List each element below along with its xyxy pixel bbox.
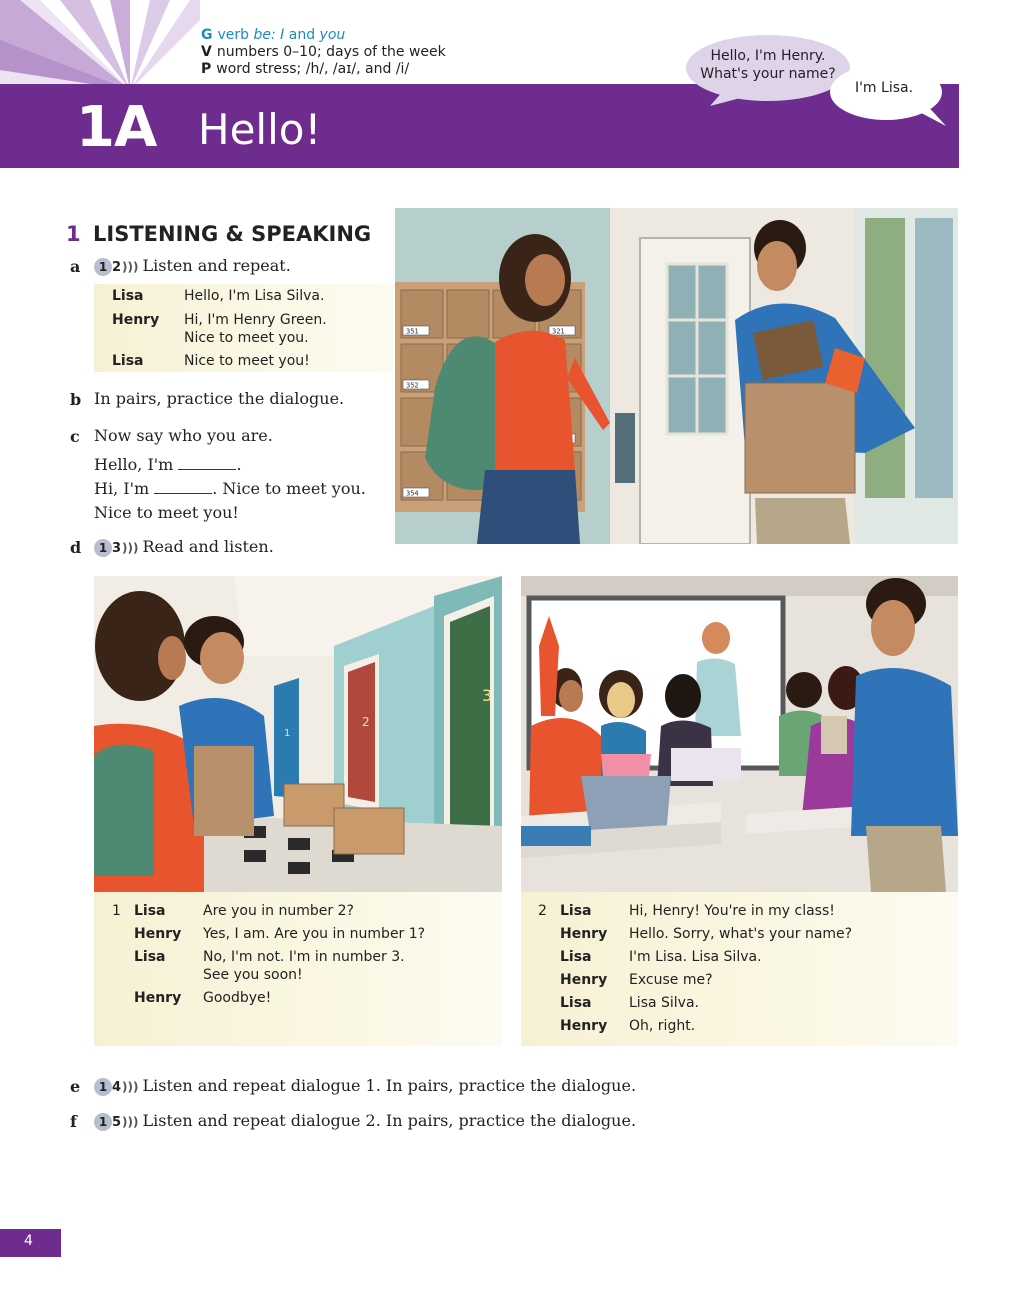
- dialogue-a-speaker: Henry: [112, 312, 160, 328]
- dialogue-a-line: Hi, I'm Henry Green.: [184, 312, 327, 328]
- exercise-e-text: Listen and repeat dialogue 1. In pairs, practice the dialogue.: [142, 1076, 637, 1095]
- objective-grammar-mid: and: [284, 27, 320, 43]
- speech-bubble-lisa-text: I'm Lisa.: [854, 80, 914, 96]
- dialogue-1-speaker: Lisa: [134, 903, 166, 919]
- audio-track-icon[interactable]: [94, 1113, 139, 1131]
- exercise-c-line2-post: . Nice to meet you.: [212, 479, 366, 498]
- exercise-c-text: Now say who you are.: [94, 426, 273, 445]
- dialogue-a-line: Hello, I'm Lisa Silva.: [184, 288, 325, 304]
- audio-track-number: 5: [112, 1114, 122, 1130]
- exercise-a-text: Listen and repeat.: [142, 256, 291, 275]
- dialogue-2-line: I'm Lisa. Lisa Silva.: [629, 949, 762, 965]
- exercise-c-line1-pre: Hello, I'm: [94, 455, 179, 474]
- dialogue-2-speaker: Henry: [560, 926, 608, 942]
- objective-vocabulary: [201, 44, 446, 61]
- exercise-c-line2: [94, 479, 366, 498]
- objective-grammar-pre: verb: [217, 27, 254, 43]
- dialogue-2-speaker: Lisa: [560, 903, 592, 919]
- illustration-hallway-doors: [94, 576, 502, 892]
- fill-in-blank[interactable]: [154, 481, 212, 494]
- exercise-d-text: Read and listen.: [142, 537, 274, 556]
- page-number: 4: [24, 1233, 33, 1249]
- sound-wave-icon: ))): [122, 259, 139, 274]
- exercise-a-instruction: [94, 256, 291, 276]
- exercise-b-text: In pairs, practice the dialogue.: [94, 389, 345, 408]
- fill-in-blank[interactable]: [178, 457, 236, 470]
- speech-bubble-henry-line2: What's your name?: [700, 66, 836, 82]
- door-number: 3: [482, 686, 493, 705]
- exercise-d-letter: d: [70, 538, 82, 557]
- audio-track-number: 3: [112, 540, 122, 556]
- mailbox-label: 351: [406, 327, 419, 336]
- audio-track-icon[interactable]: [94, 1078, 139, 1096]
- speech-bubble-henry-text: [690, 47, 846, 83]
- exercise-c-line1: [94, 455, 242, 474]
- dialogue-2-line: Hi, Henry! You're in my class!: [629, 903, 835, 919]
- door-number: 2: [362, 715, 370, 729]
- exercise-c-letter: c: [70, 427, 80, 446]
- dialogue-1-line: Yes, I am. Are you in number 1?: [203, 926, 426, 942]
- sound-wave-icon: ))): [122, 540, 139, 555]
- dialogue-2-line: Hello. Sorry, what's your name?: [629, 926, 853, 942]
- audio-track-icon[interactable]: [94, 258, 139, 276]
- objective-pronunciation: [201, 61, 409, 78]
- dialogue-a-speaker: Lisa: [112, 353, 144, 369]
- dialogue-2-line: Excuse me?: [629, 972, 713, 988]
- objective-vocabulary-letter: V: [201, 44, 212, 60]
- dialogue-1-line: Goodbye!: [203, 990, 272, 1006]
- audio-unit-badge: 1: [94, 258, 112, 276]
- sound-wave-icon: ))): [122, 1114, 139, 1129]
- audio-track-number: 2: [112, 259, 122, 275]
- objective-pronunciation-letter: P: [201, 61, 212, 77]
- exercise-f-text: Listen and repeat dialogue 2. In pairs, practice the dialogue.: [142, 1111, 637, 1130]
- dialogue-1-speaker: Henry: [134, 926, 182, 942]
- audio-unit-badge: 1: [94, 1078, 112, 1096]
- objective-pronunciation-text: word stress; /h/, /aɪ/, and /i/: [216, 61, 410, 77]
- objective-grammar-italic: be: I: [253, 27, 285, 43]
- illustration-classroom: [521, 576, 958, 892]
- exercise-d-instruction: [94, 537, 274, 557]
- section-title: LISTENING & SPEAKING: [93, 222, 372, 246]
- sound-wave-icon: ))): [122, 1079, 139, 1094]
- dialogue-a-speaker: Lisa: [112, 288, 144, 304]
- mailbox-label: 354: [406, 489, 419, 498]
- objective-grammar-italic2: you: [319, 27, 346, 43]
- exercise-a-letter: a: [70, 257, 81, 276]
- exercise-b-letter: b: [70, 390, 82, 409]
- audio-unit-badge: 1: [94, 1113, 112, 1131]
- dialogue-2-line: Oh, right.: [629, 1018, 696, 1034]
- objective-vocabulary-text: numbers 0–10; days of the week: [216, 44, 446, 60]
- dialogue-2-speaker: Lisa: [560, 949, 592, 965]
- dialogue-1-line: See you soon!: [203, 967, 303, 983]
- audio-track-icon[interactable]: [94, 539, 139, 557]
- dialogue-2-number: 2: [538, 903, 547, 919]
- dialogue-1-number: 1: [112, 903, 121, 919]
- door-number: 1: [284, 728, 291, 739]
- dialogue-1-speaker: Lisa: [134, 949, 166, 965]
- speech-bubble-henry-line1: Hello, I'm Henry.: [710, 48, 826, 64]
- exercise-f-letter: f: [70, 1112, 77, 1131]
- illustration-lisa-henry-mailboxes: [395, 208, 958, 544]
- dialogue-1-speaker: Henry: [134, 990, 182, 1006]
- dialogue-a-line: Nice to meet you!: [184, 353, 310, 369]
- audio-unit-badge: 1: [94, 539, 112, 557]
- speech-bubble-lisa: [828, 62, 948, 130]
- section-number: 1: [66, 222, 81, 246]
- exercise-c-line3: Nice to meet you!: [94, 503, 239, 522]
- dialogue-1-line: No, I'm not. I'm in number 3.: [203, 949, 405, 965]
- dialogue-2-speaker: Lisa: [560, 995, 592, 1011]
- audio-track-number: 4: [112, 1079, 122, 1095]
- exercise-c-line1-post: .: [236, 455, 242, 474]
- exercise-f-instruction: [94, 1111, 636, 1131]
- dialogue-1-line: Are you in number 2?: [203, 903, 354, 919]
- objective-grammar-letter: G: [201, 27, 213, 43]
- dialogue-a-line: Nice to meet you.: [184, 330, 309, 346]
- unit-code: 1A: [76, 95, 157, 160]
- objective-grammar: [201, 27, 345, 44]
- exercise-c-line2-pre: Hi, I'm: [94, 479, 155, 498]
- unit-title: Hello!: [198, 105, 322, 154]
- exercise-e-letter: e: [70, 1077, 81, 1096]
- dialogue-2-speaker: Henry: [560, 1018, 608, 1034]
- mailbox-label: 321: [552, 327, 565, 336]
- mailbox-label: 352: [406, 381, 419, 390]
- dialogue-2-speaker: Henry: [560, 972, 608, 988]
- dialogue-2-line: Lisa Silva.: [629, 995, 699, 1011]
- exercise-e-instruction: [94, 1076, 636, 1096]
